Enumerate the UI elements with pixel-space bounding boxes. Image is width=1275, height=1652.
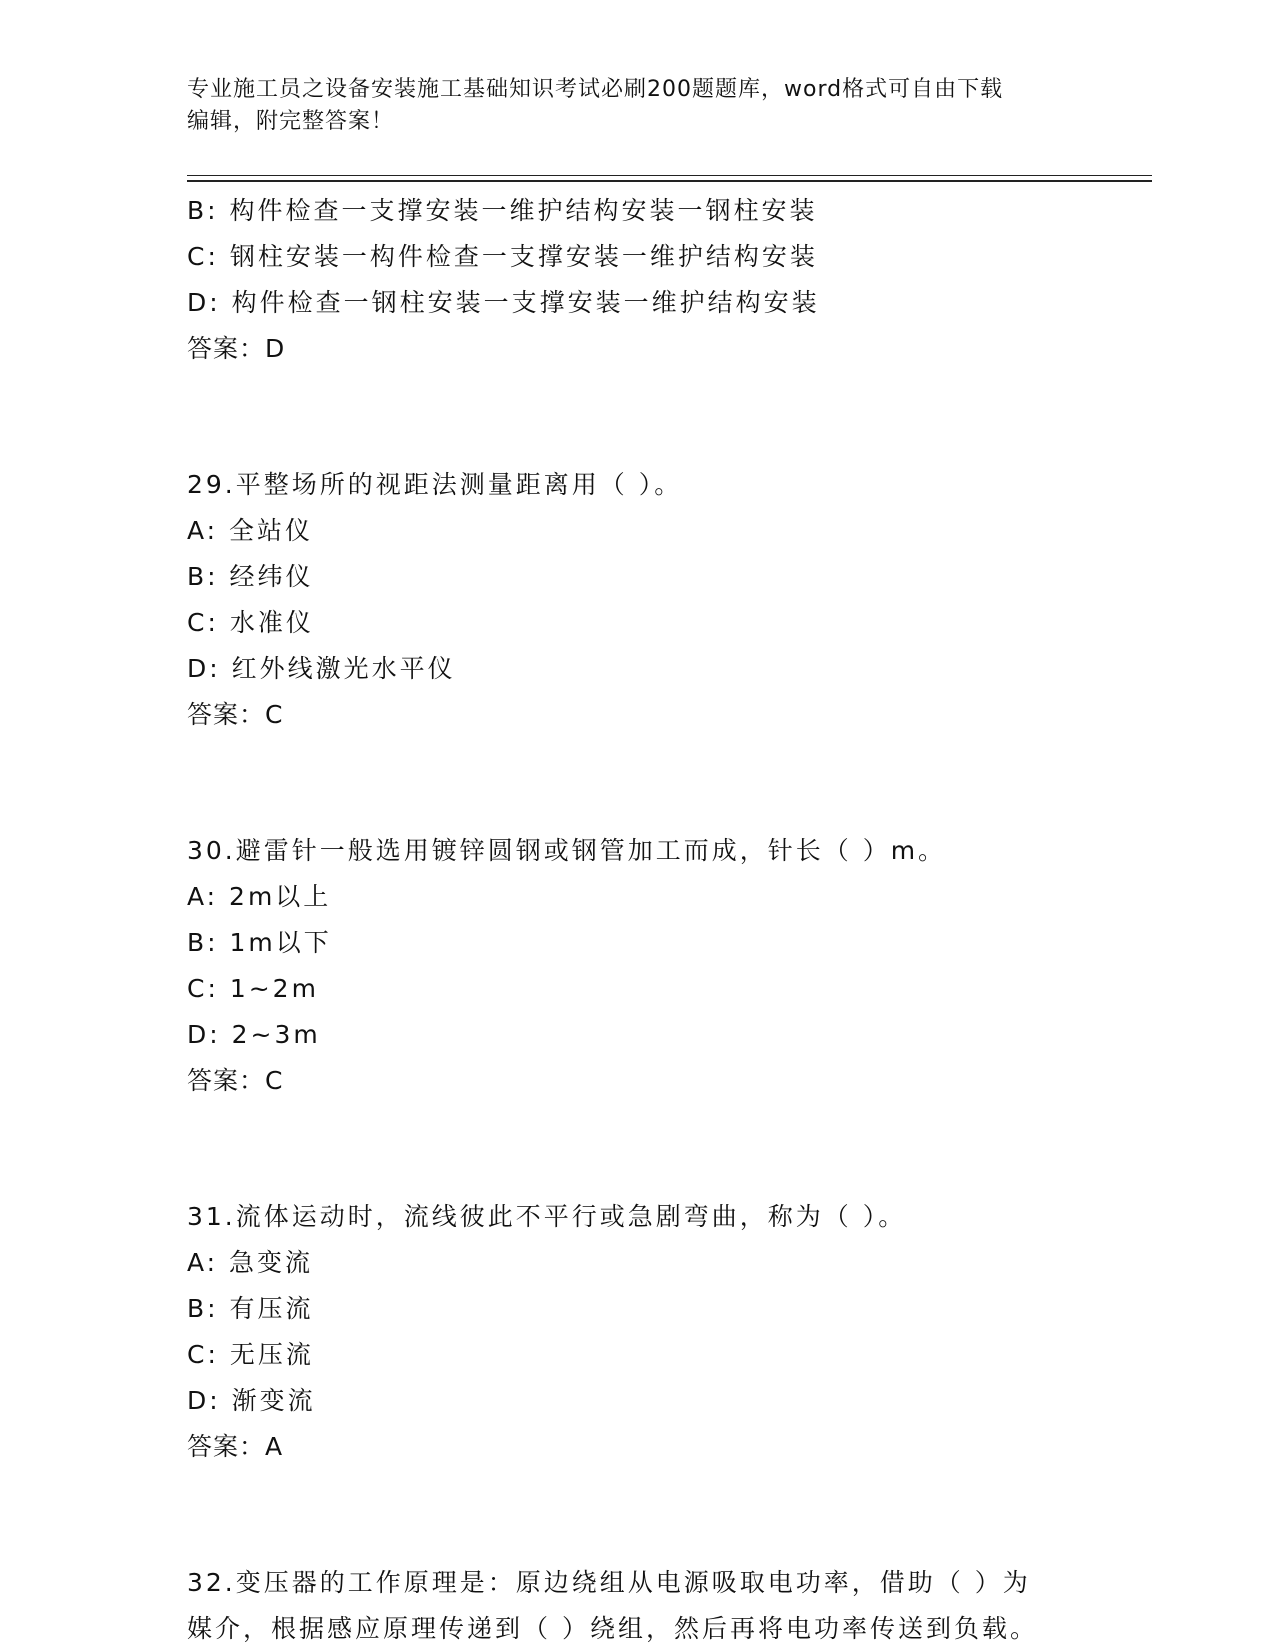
answer: 答案：C bbox=[187, 1066, 284, 1095]
question-stem-line-1: 32.变压器的工作原理是：原边绕组从电源吸取电功率，借助（ ）为 bbox=[187, 1568, 1031, 1597]
answer: 答案：A bbox=[187, 1432, 284, 1461]
option-c: C: 钢柱安装一构件检查一支撑安装一维护结构安装 bbox=[187, 242, 818, 271]
spacer bbox=[187, 1470, 1147, 1560]
header-title-line-1: 专业施工员之设备安装施工基础知识考试必刷200题题库，word格式可自由下载 bbox=[187, 77, 1004, 102]
question-30 bbox=[187, 828, 1147, 1104]
header-divider-thick bbox=[187, 180, 1152, 182]
option-b: B: 有压流 bbox=[187, 1294, 314, 1323]
question-list bbox=[187, 188, 1147, 1652]
option-c: C: 1~2m bbox=[187, 974, 319, 1003]
option-a: A: 急变流 bbox=[187, 1248, 314, 1277]
option-a: A: 全站仪 bbox=[187, 516, 314, 545]
option-b: B: 构件检查一支撑安装一维护结构安装一钢柱安装 bbox=[187, 196, 818, 225]
document-header bbox=[187, 74, 1077, 138]
option-d: D: 构件检查一钢柱安装一支撑安装一维护结构安装 bbox=[187, 288, 820, 317]
option-c: C: 水准仪 bbox=[187, 608, 314, 637]
header-divider-thin bbox=[187, 175, 1152, 176]
option-d: D: 2~3m bbox=[187, 1020, 321, 1049]
spacer bbox=[187, 738, 1147, 828]
answer: 答案：C bbox=[187, 700, 284, 729]
question-29 bbox=[187, 462, 1147, 738]
header-title-line-2: 编辑，附完整答案！ bbox=[187, 109, 395, 134]
question-32 bbox=[187, 1560, 1147, 1652]
option-d: D: 红外线激光水平仪 bbox=[187, 654, 456, 683]
question-28 bbox=[187, 188, 1147, 372]
option-b: B: 1m以下 bbox=[187, 928, 332, 957]
option-d: D: 渐变流 bbox=[187, 1386, 316, 1415]
question-stem-line-2: 媒介，根据感应原理传递到（ ）绕组，然后再将电功率传送到负载。 bbox=[187, 1614, 1038, 1643]
question-31 bbox=[187, 1194, 1147, 1470]
question-stem: 29.平整场所的视距法测量距离用（ ）。 bbox=[187, 470, 683, 499]
option-a: A: 2m以上 bbox=[187, 882, 332, 911]
option-b: B: 经纬仪 bbox=[187, 562, 314, 591]
answer: 答案：D bbox=[187, 334, 286, 363]
question-stem: 30.避雷针一般选用镀锌圆钢或钢管加工而成，针长（ ）m。 bbox=[187, 836, 947, 865]
question-stem: 31.流体运动时，流线彼此不平行或急剧弯曲，称为（ ）。 bbox=[187, 1202, 907, 1231]
option-c: C: 无压流 bbox=[187, 1340, 314, 1369]
spacer bbox=[187, 372, 1147, 462]
spacer bbox=[187, 1104, 1147, 1194]
